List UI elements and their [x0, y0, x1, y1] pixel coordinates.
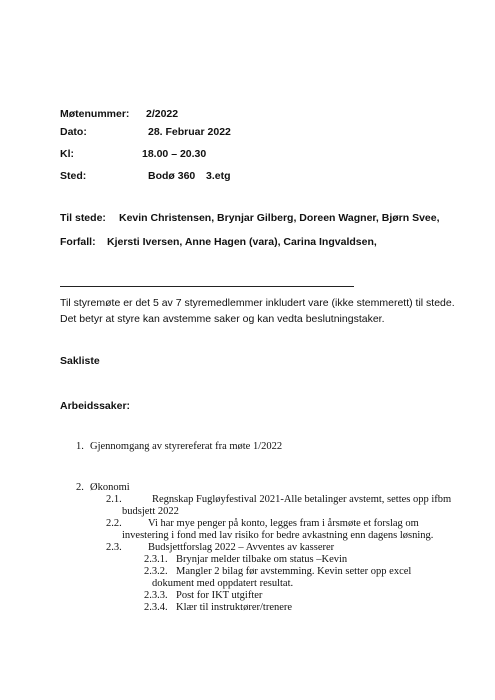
subitem-2-2-line-1: Vi har mye penger på konto, legges fram i årsmøte et forslag om — [148, 518, 419, 529]
subitem-2-3-text: Budsjettforslag 2022 – Avventes av kasserer — [148, 542, 335, 553]
meeting-place-value: Bodø 360 — [148, 170, 196, 182]
subitem-2-2-line-2: investering i fond med lav risiko for bedre avkastning enn dagens løsning. — [122, 530, 434, 541]
quorum-line-2: Det betyr at styre kan avstemme saker og kan vedta beslutningstaker. — [60, 313, 385, 325]
subitem-2-3-2-line-2: dokument med oppdatert resultat. — [152, 578, 294, 589]
meeting-place-floor: 3.etg — [206, 170, 231, 182]
absent-label: Forfall: — [60, 236, 96, 248]
subitem-2-1-number: 2.1. — [106, 494, 122, 505]
item-1-number: 1. — [76, 441, 84, 452]
meeting-place-label: Sted: — [60, 170, 87, 182]
subitem-2-3-3-number: 2.3.3. — [144, 590, 168, 601]
absent-names: Kjersti Iversen, Anne Hagen (vara), Carina Ingvaldsen, — [107, 236, 377, 248]
work-items-heading: Arbeidssaker: — [60, 400, 131, 412]
subitem-2-3-2-line-1: Mangler 2 bilag før avstemming. Kevin setter opp excel — [176, 566, 412, 577]
subitem-2-3-2-number: 2.3.2. — [144, 566, 168, 577]
subitem-2-1-line-1: Regnskap Fugløyfestival 2021-Alle betalinger avstemt, settes opp ifbm — [152, 494, 452, 505]
subitem-2-3-3-text: Post for IKT utgifter — [176, 590, 263, 601]
agenda-heading: Sakliste — [60, 355, 100, 367]
subitem-2-1-line-2: budsjett 2022 — [122, 506, 179, 517]
item-1-text: Gjennomgang av styrereferat fra møte 1/2022 — [90, 441, 283, 452]
meeting-date-value: 28. Februar 2022 — [148, 126, 231, 138]
meeting-time-value: 18.00 – 20.30 — [142, 148, 207, 160]
present-names: Kevin Christensen, Brynjar Gilberg, Doreen Wagner, Bjørn Svee, — [119, 212, 440, 224]
subitem-2-3-4-number: 2.3.4. — [144, 602, 168, 613]
item-2-number: 2. — [76, 482, 84, 493]
meeting-number-value: 2/2022 — [146, 108, 179, 120]
subitem-2-2-number: 2.2. — [106, 518, 122, 529]
meeting-number-label: Møtenummer: — [60, 108, 130, 120]
horizontal-divider — [60, 286, 354, 287]
subitem-2-3-1-text: Brynjar melder tilbake om status –Kevin — [176, 554, 348, 565]
meeting-time-label: Kl: — [60, 148, 74, 160]
present-label: Til stede: — [60, 212, 106, 224]
subitem-2-3-number: 2.3. — [106, 542, 122, 553]
subitem-2-3-1-number: 2.3.1. — [144, 554, 168, 565]
quorum-line-1: Til styremøte er det 5 av 7 styremedlemmer inkludert vare (ikke stemmerett) til stede. — [60, 297, 455, 309]
meeting-date-label: Dato: — [60, 126, 87, 138]
item-2-text: Økonomi — [90, 482, 130, 493]
subitem-2-3-4-text: Klær til instruktører/trenere — [176, 602, 293, 613]
